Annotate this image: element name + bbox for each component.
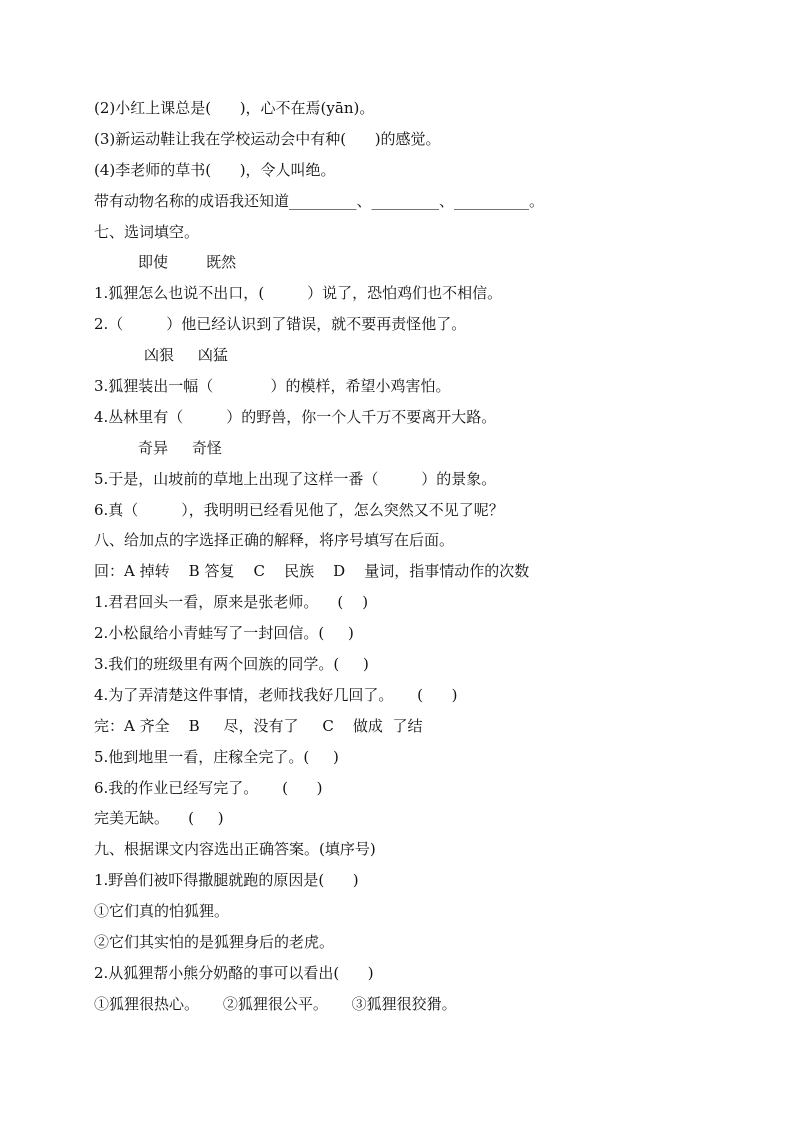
worksheet-line: 5.他到地里一看，庄稼全完了。( ) — [94, 747, 339, 766]
worksheet-line: 6.我的作业已经写完了。 ( ) — [94, 778, 323, 797]
worksheet-line: (4)李老师的草书( )，令人叫绝。 — [94, 160, 336, 179]
worksheet-line: (2)小红上课总是( )，心不在焉(yān)。 — [94, 99, 375, 117]
worksheet-line: 回：A 掉转 B 答复 C 民族 D 量词，指事情动作的次数 — [94, 562, 530, 581]
worksheet-line: 2.（ ）他已经认识到了错误，就不要再责怪他了。 — [94, 315, 467, 334]
worksheet-line: 九、根据课文内容选出正确答案。(填序号) — [94, 840, 376, 859]
worksheet-line: 完：A 齐全 B 尽，没有了 C 做成 了结 — [94, 716, 423, 735]
worksheet-line: 奇异 奇怪 — [138, 438, 222, 457]
worksheet-line: 即使 既然 — [138, 253, 237, 272]
worksheet-line: 1.狐狸怎么也说不出口，( ）说了，恐怕鸡们也不相信。 — [94, 284, 503, 303]
worksheet-line: ①狐狸很热心。 ②狐狸很公平。 ③狐狸很狡猾。 — [94, 994, 457, 1013]
worksheet-line: 八、给加点的字选择正确的解释，将序号填写在后面。 — [94, 531, 455, 550]
worksheet-line: 凶狠 凶猛 — [144, 346, 228, 365]
worksheet-page — [94, 93, 734, 1020]
worksheet-line: 七、选词填空。 — [94, 222, 200, 241]
worksheet-line: 4.丛林里有（ ）的野兽，你一个人千万不要离开大路。 — [94, 407, 497, 426]
worksheet-line: 带有动物名称的成语我还知道_________、_________、__________。 — [94, 191, 545, 210]
worksheet-line: (3)新运动鞋让我在学校运动会中有种( )的感觉。 — [94, 129, 441, 148]
worksheet-line: ①它们真的怕狐狸。 — [94, 902, 230, 921]
worksheet-line: 2.从狐狸帮小熊分奶酪的事可以看出( ) — [94, 963, 374, 982]
worksheet-line: 1.君君回头一看，原来是张老师。 ( ) — [94, 593, 369, 612]
worksheet-line: 3.狐狸装出一幅（ ）的模样，希望小鸡害怕。 — [94, 377, 451, 396]
worksheet-line: 1.野兽们被吓得撒腿就跑的原因是( ) — [94, 871, 359, 890]
worksheet-line: 6.真（ ），我明明已经看见他了，怎么突然又不见了呢？ — [94, 500, 504, 519]
worksheet-line: ②它们其实怕的是狐狸身后的老虎。 — [94, 933, 335, 952]
worksheet-line: 3.我们的班级里有两个回族的同学。( ) — [94, 655, 369, 674]
worksheet-line: 完美无缺。 ( ) — [94, 809, 224, 828]
worksheet-line: 2.小松鼠给小青蛙写了一封回信。( ) — [94, 624, 354, 643]
worksheet-line: 4.为了弄清楚这件事情，老师找我好几回了。 ( ) — [94, 685, 458, 704]
worksheet-line: 5.于是，山坡前的草地上出现了这样一番（ ）的景象。 — [94, 469, 497, 488]
